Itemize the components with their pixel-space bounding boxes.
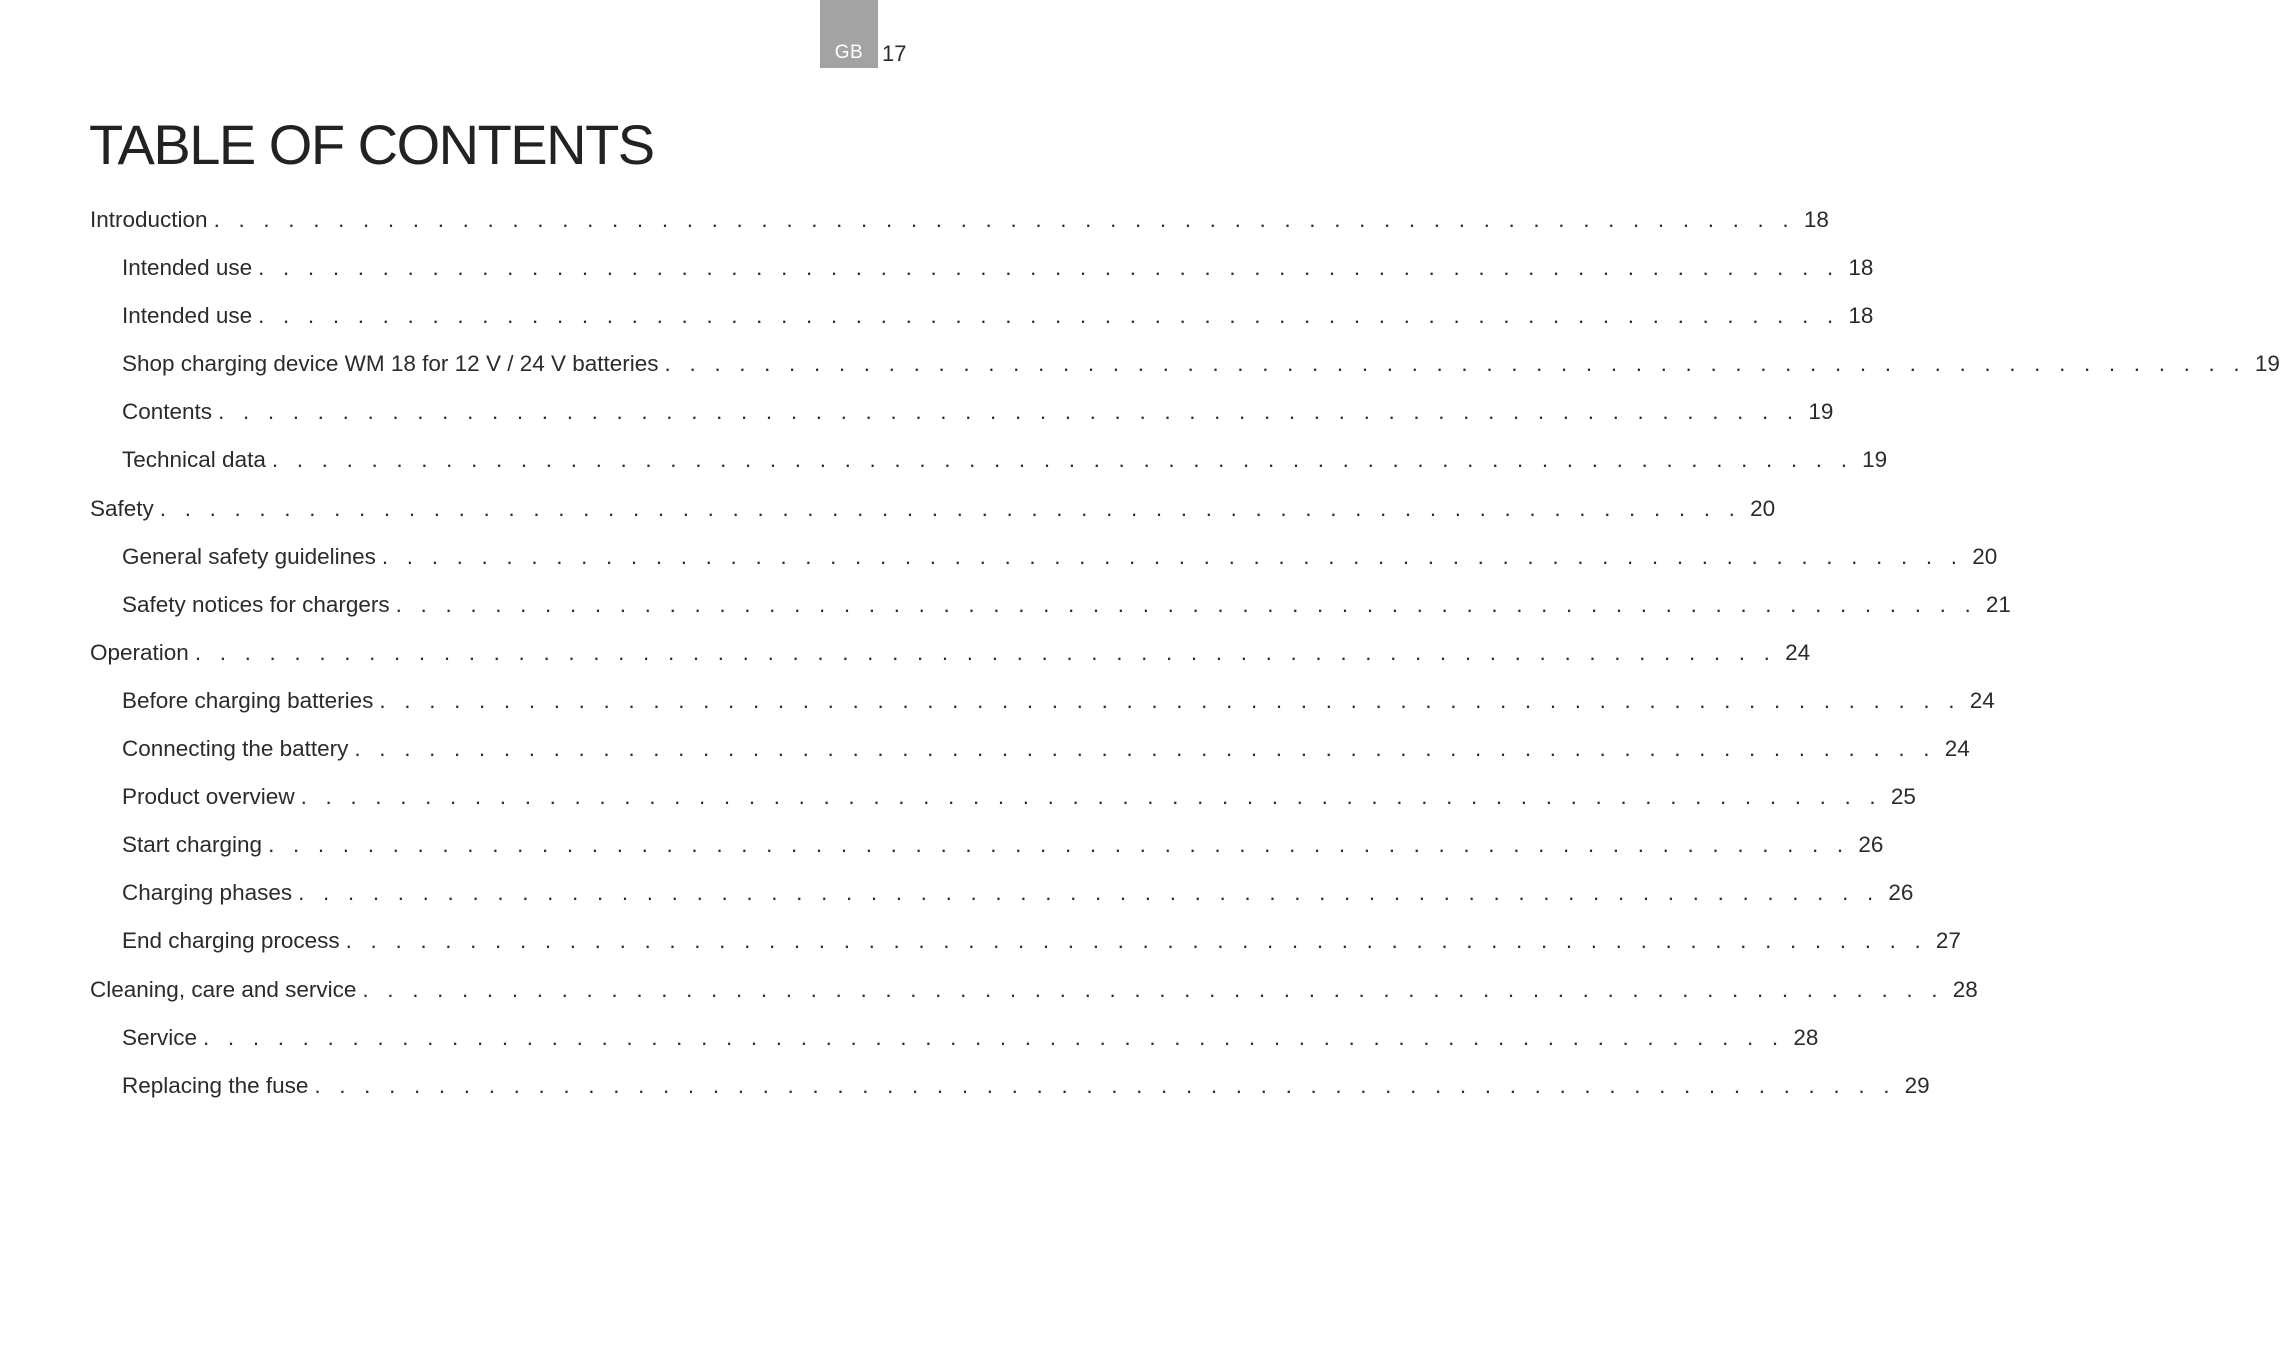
toc-dot-leader: . . . . . . . . . . . . . . . . . . . . . . . . . . . . . . . . . . . . . . . . . . . . . . . . . . . . . . . . . . . . . . . . (664, 351, 2246, 377)
table-of-contents (90, 196, 2280, 1110)
toc-entry-page: 19 (1808, 399, 1834, 425)
toc-dot-leader: . . . . . . . . . . . . . . . . . . . . . . . . . . . . . . . . . . . . . . . . . . . . . . . . . . . . . . . . . . . . . . . . (271, 447, 1854, 473)
toc-entry-page: 18 (1803, 207, 1829, 232)
toc-dot-leader: . . . . . . . . . . . . . . . . . . . . . . . . . . . . . . . . . . . . . . . . . . . . . . . . . . . . . . . . . . . . . . . . (268, 832, 1850, 858)
toc-entry-page: 20 (1750, 495, 1776, 521)
toc-entry-label: Intended use (122, 255, 253, 281)
toc-dot-leader: . . . . . . . . . . . . . . . . . . . . . . . . . . . . . . . . . . . . . . . . . . . . . . . . . . . . . . . . . . . . . . . . (258, 303, 1840, 329)
toc-entry-label: Service (122, 1024, 198, 1050)
toc-entry-label: Introduction (90, 207, 208, 232)
toc-dot-leader: . . . . . . . . . . . . . . . . . . . . . . . . . . . . . . . . . . . . . . . . . . . . . . . . . . . . . . . . . . . . . . . . (298, 880, 1880, 906)
toc-entry-label: Technical data (122, 447, 266, 473)
toc-subsection-entry[interactable] (90, 533, 1998, 581)
toc-entry-page: 24 (1944, 736, 1970, 762)
language-tab-label: GB (834, 42, 864, 63)
toc-dot-leader: . . . . . . . . . . . . . . . . . . . . . . . . . . . . . . . . . . . . . . . . . . . . . . . . . . . . . . . . . . . . . . . . (314, 1072, 1896, 1098)
toc-dot-leader: . . . . . . . . . . . . . . . . . . . . . . . . . . . . . . . . . . . . . . . . . . . . . . . . . . . . . . . . . . . . . . . . (354, 736, 1936, 762)
toc-subsection-entry[interactable] (90, 1062, 1930, 1110)
page-number: 17 (882, 41, 907, 66)
toc-dot-leader: . . . . . . . . . . . . . . . . . . . . . . . . . . . . . . . . . . . . . . . . . . . . . . . . . . . . . . . . . . . . . . . . (194, 639, 1777, 665)
toc-section-entry[interactable] (90, 966, 1978, 1014)
toc-subsection-entry[interactable] (90, 340, 2280, 388)
toc-subsection-entry[interactable] (90, 773, 1916, 821)
toc-entry-label: Safety (90, 495, 154, 521)
toc-entry-label: Intended use (122, 303, 253, 329)
toc-entry-page: 18 (1848, 255, 1874, 281)
page-title: TABLE OF CONTENTS (89, 113, 654, 176)
toc-entry-page: 24 (1785, 639, 1811, 665)
toc-entry-page: 19 (2254, 351, 2280, 377)
toc-entry-page: 18 (1848, 303, 1874, 329)
toc-subsection-entry[interactable] (90, 677, 1995, 725)
toc-entry-page: 28 (1952, 976, 1978, 1002)
toc-entry-label: Safety notices for chargers (122, 591, 390, 617)
toc-entry-label: Product overview (122, 784, 295, 810)
toc-dot-leader: . . . . . . . . . . . . . . . . . . . . . . . . . . . . . . . . . . . . . . . . . . . . . . . . . . . . . . . . . . . . . . . . (258, 255, 1840, 281)
toc-entry-page: 28 (1793, 1024, 1819, 1050)
toc-entry-page: 21 (1985, 591, 2011, 617)
toc-entry-page: 26 (1888, 880, 1914, 906)
toc-entry-label: General safety guidelines (122, 543, 376, 569)
toc-dot-leader: . . . . . . . . . . . . . . . . . . . . . . . . . . . . . . . . . . . . . . . . . . . . . . . . . . . . . . . . . . . . . . . . (159, 495, 1742, 521)
toc-subsection-entry[interactable] (90, 388, 1834, 436)
toc-subsection-entry[interactable] (90, 581, 2011, 629)
toc-section-entry[interactable] (90, 629, 1811, 677)
toc-entry-page: 19 (1862, 447, 1888, 473)
toc-dot-leader: . . . . . . . . . . . . . . . . . . . . . . . . . . . . . . . . . . . . . . . . . . . . . . . . . . . . . . . . . . . . . . . . (362, 976, 1944, 1002)
toc-section-entry[interactable] (90, 196, 1829, 244)
toc-subsection-entry[interactable] (90, 821, 1884, 869)
toc-dot-leader: . . . . . . . . . . . . . . . . . . . . . . . . . . . . . . . . . . . . . . . . . . . . . . . . . . . . . . . . . . . . . . . . (203, 1024, 1785, 1050)
toc-subsection-entry[interactable] (90, 244, 1874, 292)
language-tab (820, 0, 878, 68)
toc-entry-page: 25 (1890, 784, 1916, 810)
toc-dot-leader: . . . . . . . . . . . . . . . . . . . . . . . . . . . . . . . . . . . . . . . . . . . . . . . . . . . . . . . . . . . . . . . . (345, 928, 1927, 954)
toc-entry-label: Start charging (122, 832, 263, 858)
toc-entry-label: Before charging batteries (122, 687, 374, 713)
toc-entry-label: Cleaning, care and service (90, 976, 357, 1002)
toc-entry-label: Connecting the battery (122, 736, 349, 762)
toc-entry-label: Shop charging device WM 18 for 12 V / 24 V batteries (122, 351, 659, 377)
toc-entry-page: 27 (1935, 928, 1961, 954)
toc-entry-page: 24 (1969, 687, 1995, 713)
toc-entry-label: Operation (90, 639, 189, 665)
toc-entry-label: Charging phases (122, 880, 293, 906)
toc-entry-page: 20 (1972, 543, 1998, 569)
toc-entry-label: End charging process (122, 928, 340, 954)
toc-entry-page: 26 (1858, 832, 1884, 858)
toc-entry-page: 29 (1904, 1072, 1930, 1098)
toc-dot-leader: . . . . . . . . . . . . . . . . . . . . . . . . . . . . . . . . . . . . . . . . . . . . . . . . . . . . . . . . . . . . . . . . (213, 207, 1795, 232)
toc-subsection-entry[interactable] (90, 436, 1888, 484)
toc-dot-leader: . . . . . . . . . . . . . . . . . . . . . . . . . . . . . . . . . . . . . . . . . . . . . . . . . . . . . . . . . . . . . . . . (381, 543, 1964, 569)
toc-section-entry[interactable] (90, 485, 1776, 533)
toc-subsection-entry[interactable] (90, 917, 1961, 965)
toc-dot-leader: . . . . . . . . . . . . . . . . . . . . . . . . . . . . . . . . . . . . . . . . . . . . . . . . . . . . . . . . . . . . . . . . (218, 399, 1800, 425)
toc-entry-label: Contents (122, 399, 213, 425)
toc-dot-leader: . . . . . . . . . . . . . . . . . . . . . . . . . . . . . . . . . . . . . . . . . . . . . . . . . . . . . . . . . . . . . . . . (395, 591, 1977, 617)
toc-entry-label: Replacing the fuse (122, 1072, 309, 1098)
toc-subsection-entry[interactable] (90, 725, 1970, 773)
toc-dot-leader: . . . . . . . . . . . . . . . . . . . . . . . . . . . . . . . . . . . . . . . . . . . . . . . . . . . . . . . . . . . . . . . . (379, 687, 1961, 713)
toc-subsection-entry[interactable] (90, 1014, 1819, 1062)
toc-dot-leader: . . . . . . . . . . . . . . . . . . . . . . . . . . . . . . . . . . . . . . . . . . . . . . . . . . . . . . . . . . . . . . . . (300, 784, 1882, 810)
toc-subsection-entry[interactable] (90, 869, 1914, 917)
toc-subsection-entry[interactable] (90, 292, 1874, 340)
